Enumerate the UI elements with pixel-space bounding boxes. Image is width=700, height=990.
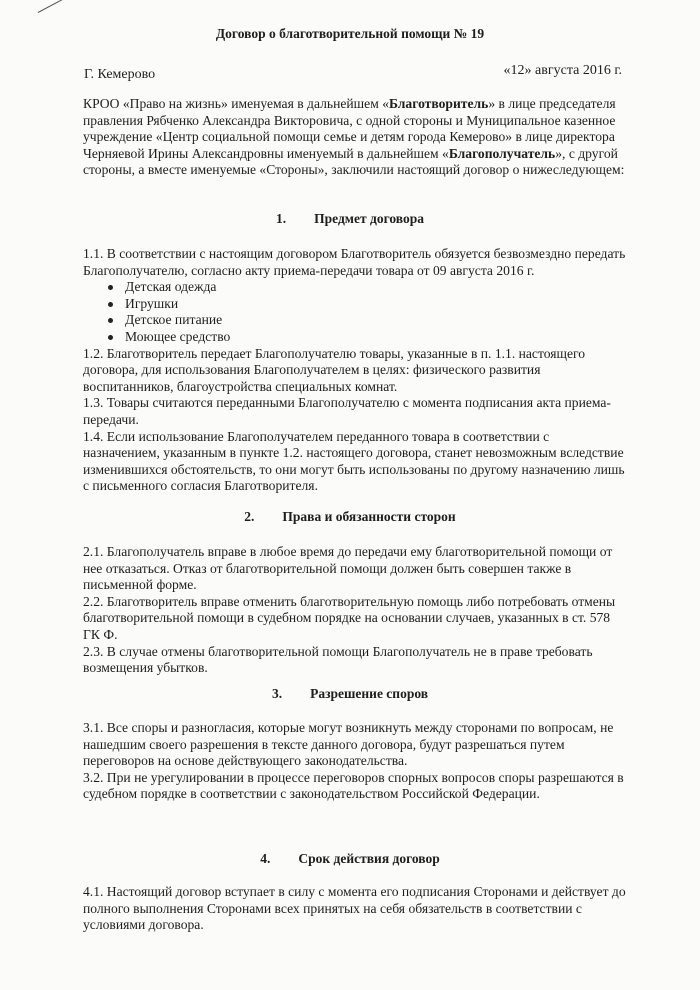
section-2-number: 2. [244, 509, 255, 524]
clause-1-3: 1.3. Товары считаются переданными Благополучателю с момента подписания акта приема-передачи. [83, 395, 611, 427]
list-item: Моющее средство [83, 329, 628, 346]
list-item: Игрушки [83, 296, 628, 313]
section-2-heading [0, 509, 700, 525]
clause-2-3: 2.3. В случае отмены благотворительной помощи Благополучатель не в праве требовать возмещения убытков. [83, 643, 593, 676]
section-4-body [83, 884, 628, 934]
clause-3-1: 3.1. Все споры и разногласия, которые могут возникнуть между сторонами по вопросам, не нашедшим своего разрешения в тексте данного договора, будут разрешаться путем переговоров на основе действующего законодательства. [83, 720, 614, 769]
section-4-number: 4. [260, 851, 271, 866]
clause-3-2: 3.2. При не урегулировании в процессе переговоров спорных вопросов споры разрешаются в судебном порядке в соответствии с законодательством Российской Федерации. [83, 769, 624, 802]
document-title: Договор о благотворительной помощи № 19 [215, 26, 485, 41]
section-3-body [83, 720, 628, 803]
section-4-title: Срок действия договор [298, 851, 440, 866]
city: Г. Кемерово [84, 67, 156, 82]
section-1-heading [0, 211, 700, 227]
section-1-body [83, 246, 628, 495]
contract-date: «12» августа 2016 г. [503, 63, 622, 78]
preamble-text-2: » в лице председателя правления Рябченко Александра Викторовича, с одной стороны и Муниципальное казенное учреждение «Центр социальной помощи семье и детям города Кемерово» в лице директора Черняевой Ирины Александровны именуемый в дальнейшем « [83, 96, 616, 161]
section-3-heading [0, 686, 700, 702]
scan-pen-mark [38, 0, 68, 13]
preamble-text-1: КРОО «Право на жизнь» именуемая в дальнейшем « [83, 96, 389, 111]
clause-2-2: 2.2. Благотворитель вправе отменить благотворительную помощь либо потребовать отмены благотворительной помощи в судебном порядке на основании случаев, указанных в ст. 578 ГК Ф. [83, 593, 616, 642]
section-2-title: Права и обязанности сторон [282, 509, 456, 524]
list-item: Детская одежда [83, 279, 628, 296]
preamble [83, 96, 628, 179]
clause-1-4: 1.4. Если использование Благополучателем переданного товара в соответствии с назначением, указанным в пункте 1.2. настоящего договора, станет невозможным вследствие изменившихся обстоятельств, то они могут быть использованы по другому назначению лишь с письменного согласия Благотворителя. [83, 428, 625, 494]
goods-list [83, 279, 628, 345]
clause-1-2: 1.2. Благотворитель передает Благополучателю товары, указанные в п. 1.1. настоящего договора, для использования Благополучателем в целях: физического развития воспитанников, благоустройства специальных комнат. [83, 345, 586, 394]
section-1-number: 1. [276, 211, 287, 226]
preamble-party-1: Благотворитель [389, 96, 489, 111]
clause-4-1: 4.1. Настоящий договор вступает в силу с момента его подписания Сторонами и действует до полного выполнения Сторонами всех принятых на себя обязательств в соответствии с условиями договора. [83, 884, 626, 933]
section-4-heading [0, 851, 700, 867]
preamble-party-2: Благополучатель [448, 145, 556, 161]
section-3-title: Разрешение споров [310, 686, 429, 701]
section-1-title: Предмет договора [314, 211, 424, 226]
section-2-body [83, 544, 628, 677]
preamble-text-3: », с другой стороны, а вместе именуемые «Стороны», заключили настоящий договор о нижеследующем: [83, 145, 625, 178]
list-item: Детское питание [83, 312, 628, 329]
clause-2-1: 2.1. Благополучатель вправе в любое время до передачи ему благотворительной помощи от нее отказаться. Отказ от благотворительной помощи должен быть совершен также в письменной форме. [83, 544, 613, 593]
clause-1-1: 1.1. В соответствии с настоящим договором Благотворитель обязуется безвозмездно передать Благополучателю, согласно акту приема-передачи товара от 09 августа 2016 г. [83, 246, 626, 278]
section-3-number: 3. [271, 686, 283, 701]
